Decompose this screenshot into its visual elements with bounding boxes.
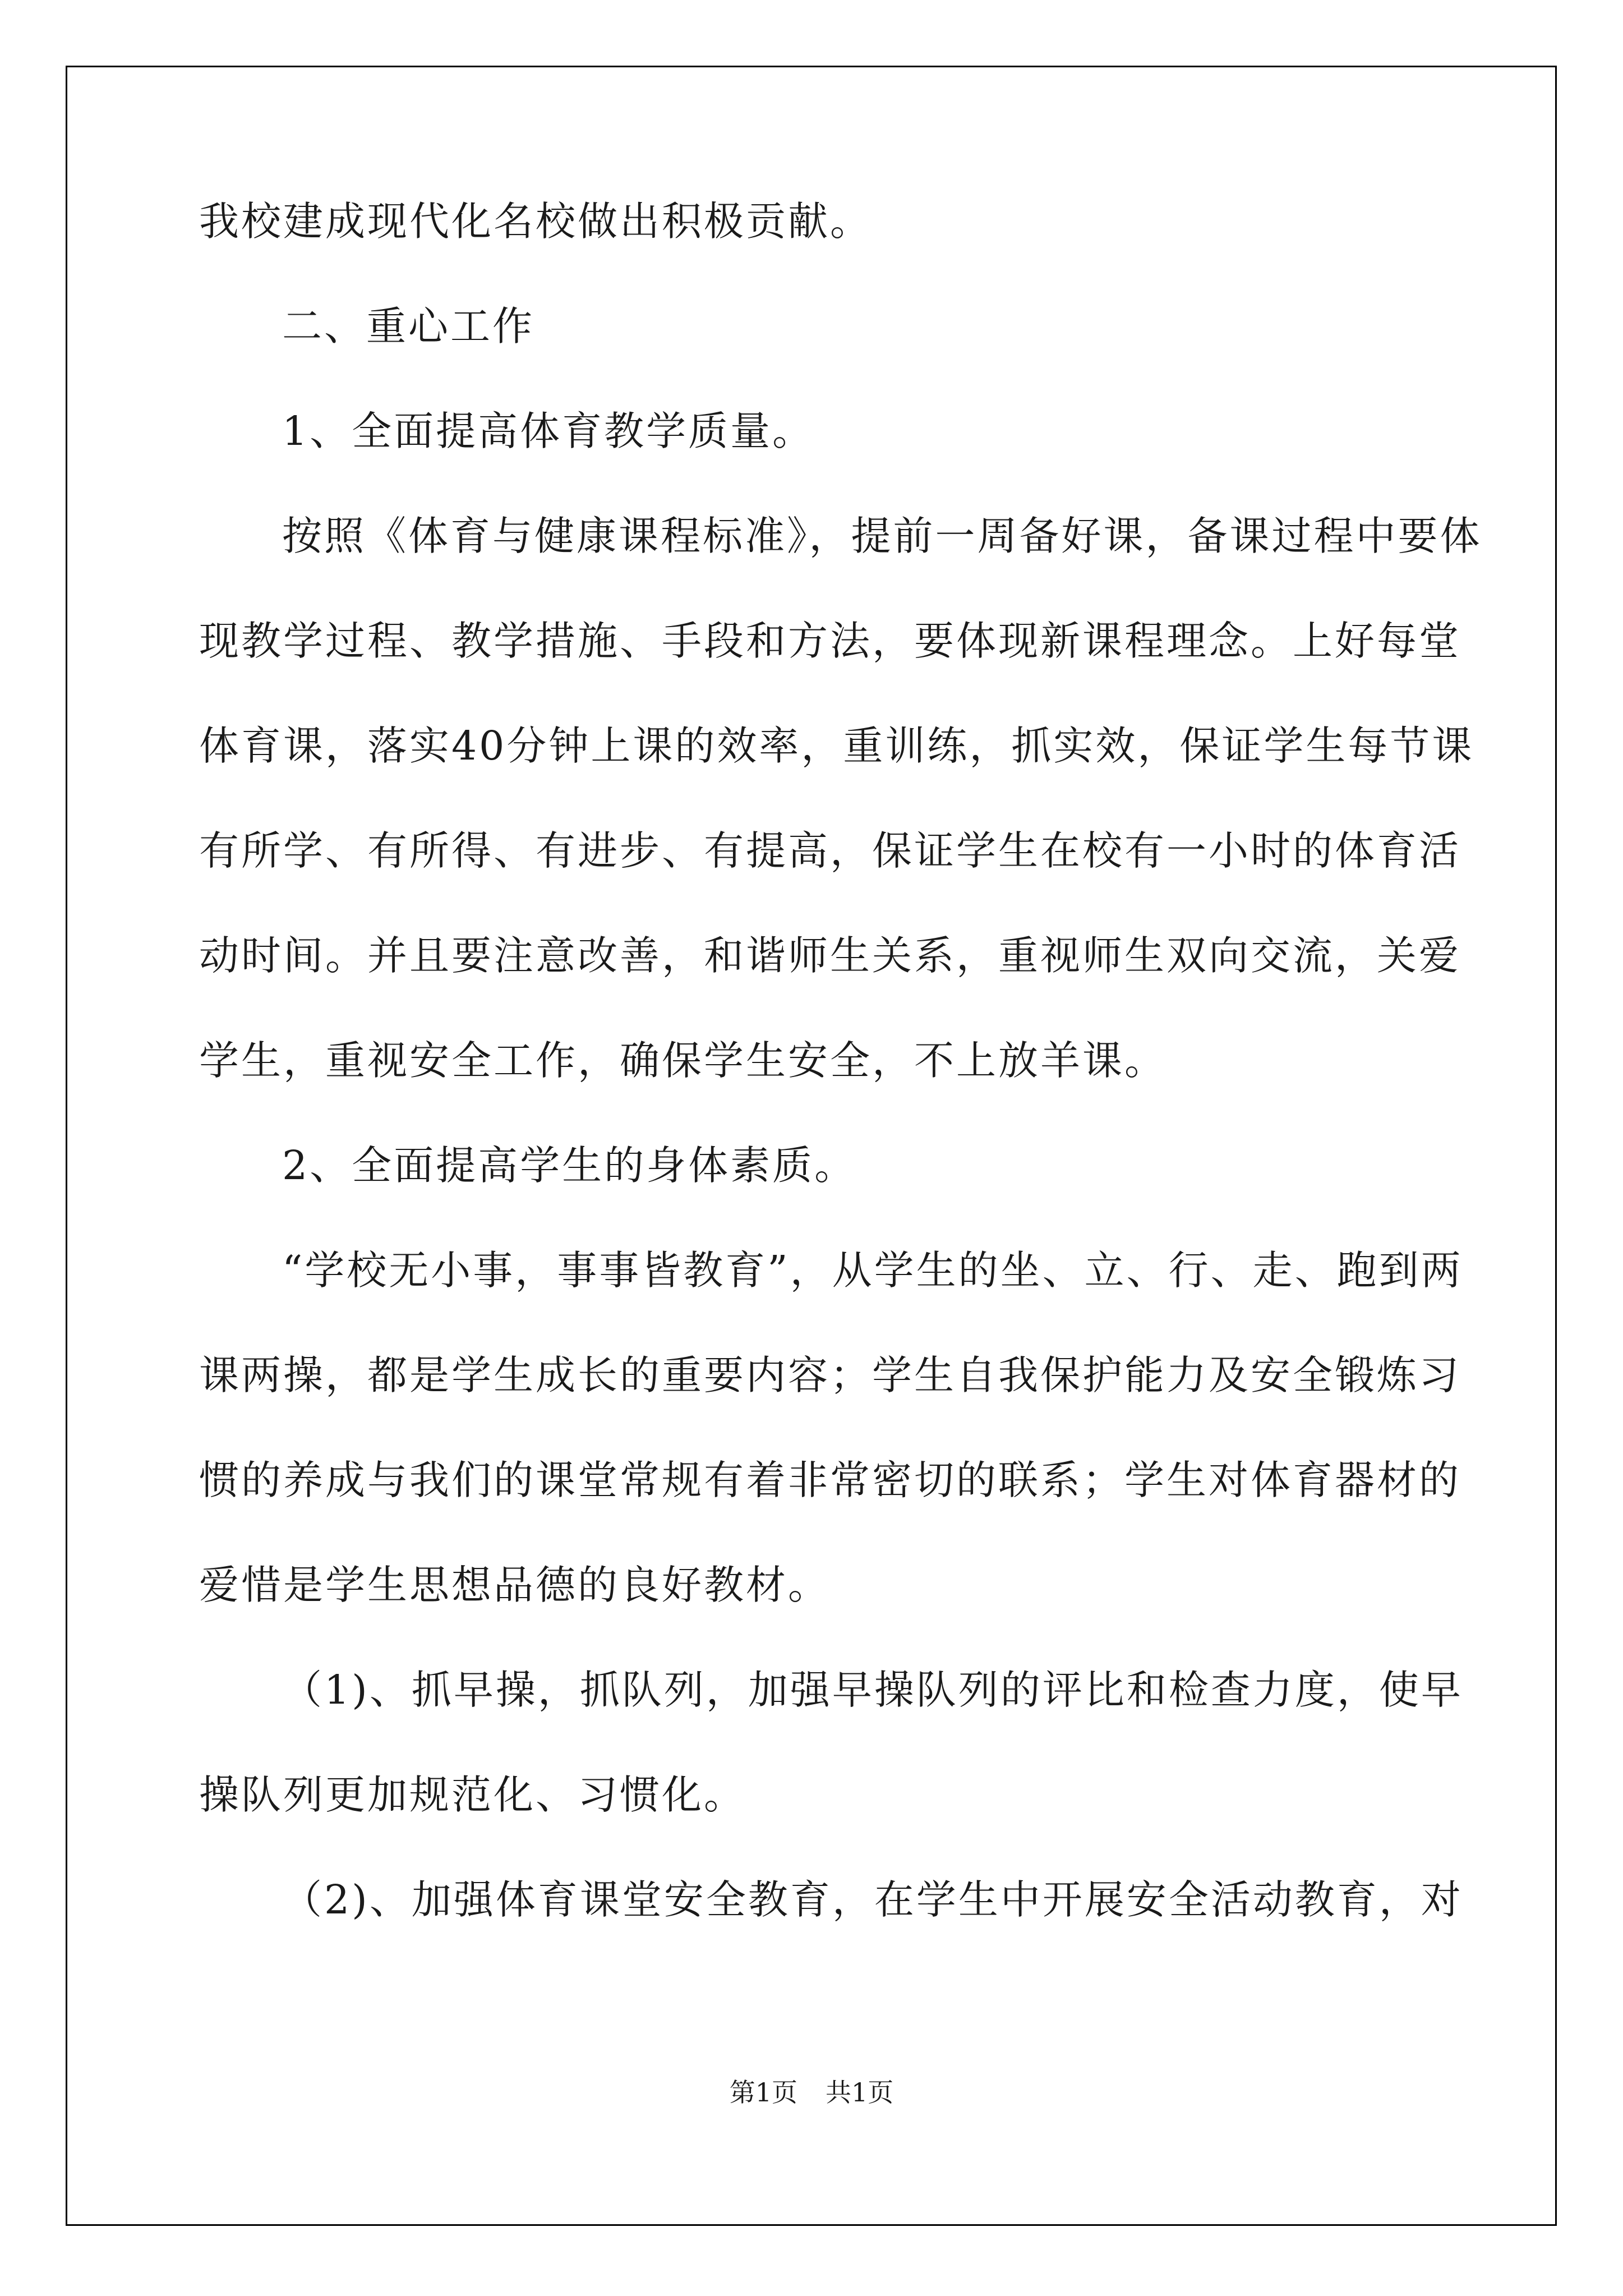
paragraph-line: （2)、加强体育课堂安全教育，在学生中开展安全活动教育，对 [282,1876,1463,1923]
paragraph-line: （1)、抓早操，抓队列，加强早操队列的评比和检查力度，使早 [282,1667,1463,1713]
text-line-1: 我校建成现代化名校做出积极贡献。 [199,198,873,245]
paragraph-line: 体育课，落实40分钟上课的效率，重训练，抓实效，保证学生每节课 [199,723,1474,769]
page-footer [0,2076,1623,2109]
paragraph-line: 动时间。并且要注意改善，和谐师生关系，重视师生双向交流，关爱 [199,932,1461,979]
subsection-heading-1: 1、全面提高体育教学质量。 [282,408,815,454]
paragraph-line: 学生，重视安全工作，确保学生安全，不上放羊课。 [199,1037,1167,1084]
paragraph-line: 现教学过程、教学措施、手段和方法，要体现新课程理念。上好每堂 [199,618,1461,664]
paragraph-line: 惯的养成与我们的课堂常规有着非常密切的联系；学生对体育器材的 [199,1457,1461,1503]
paragraph-line: 操队列更加规范化、习惯化。 [199,1772,746,1818]
paragraph-line: 按照《体育与健康课程标准》，提前一周备好课，备课过程中要体 [282,513,1482,559]
page-number: 第1页 [729,2077,797,2108]
section-heading: 二、重心工作 [282,303,535,349]
paragraph-line: 爱惜是学生思想品德的良好教材。 [199,1562,831,1608]
paragraph-line: 有所学、有所得、有进步、有提高，保证学生在校有一小时的体育活 [199,827,1461,874]
subsection-heading-2: 2、全面提高学生的身体素质。 [282,1142,857,1189]
page-total: 共1页 [826,2077,894,2108]
paragraph-line: “学校无小事，事事皆教育”，从学生的坐、立、行、走、跑到两 [282,1247,1463,1294]
paragraph-line: 课两操，都是学生成长的重要内容；学生自我保护能力及安全锻炼习 [199,1352,1461,1398]
